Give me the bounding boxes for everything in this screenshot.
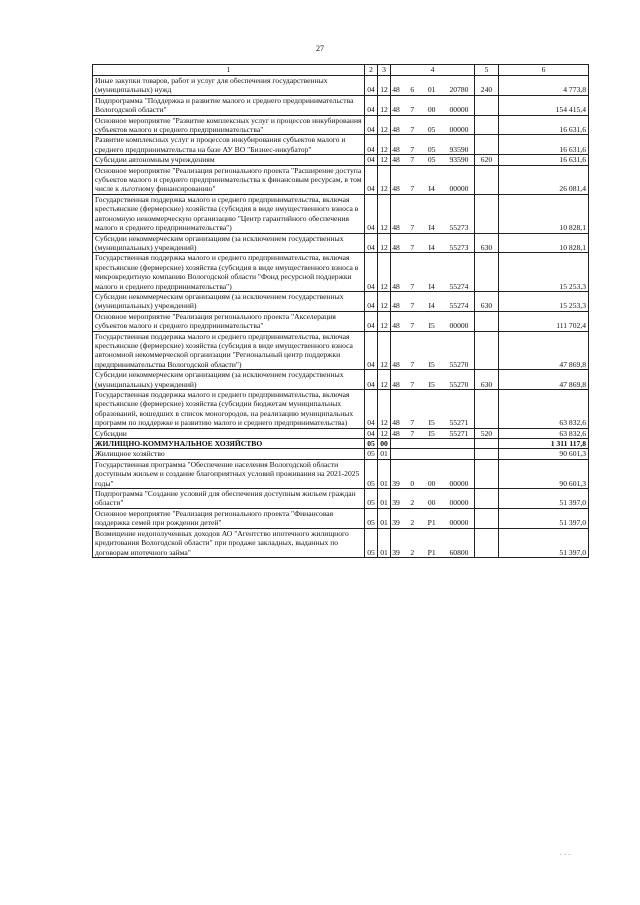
target-code xyxy=(391,380,474,389)
section-code-cell: 04 xyxy=(365,233,378,253)
target-code xyxy=(391,223,474,232)
direction-code: 55271 xyxy=(449,418,469,428)
item-name-cell: Подпрограмма "Поддержка и развитие малого и среднего предпринимательства Вологодской области" xyxy=(93,95,365,115)
item-name-cell: ЖИЛИЩНО-КОММУНАЛЬНОЕ ХОЗЯЙСТВО xyxy=(93,439,365,449)
item-name-cell: Развитие комплексных услуг и процессов инкубирования субъектов малого и среднего предпринимательства на базе АУ ВО "Бизнес-инкубатор" xyxy=(93,135,365,155)
target-code xyxy=(391,125,474,134)
subsection-code-cell: 12 xyxy=(378,370,391,390)
expense-type-cell: 630 xyxy=(475,291,499,311)
amount-cell: 63 832,6 xyxy=(499,390,589,429)
expense-type-cell: 240 xyxy=(475,76,499,96)
table-row xyxy=(93,76,589,96)
direction-code: 00000 xyxy=(449,125,469,135)
target-code xyxy=(391,145,474,154)
target-code xyxy=(391,418,474,427)
direction-code: 55270 xyxy=(449,379,469,389)
section-code-cell: 04 xyxy=(365,194,378,233)
subsection-code-cell: 12 xyxy=(378,233,391,253)
program-code: 48 xyxy=(392,85,400,95)
expense-type-cell xyxy=(475,449,499,459)
subsection-code-cell: 01 xyxy=(378,508,391,528)
event-code: 01 xyxy=(427,85,436,95)
subprogram-code: 7 xyxy=(410,144,415,154)
table-row xyxy=(93,291,589,311)
subprogram-code: 6 xyxy=(410,85,415,95)
section-code-cell: 04 xyxy=(365,76,378,96)
amount-cell: 90 601,3 xyxy=(499,459,589,488)
direction-code: 60800 xyxy=(449,547,469,557)
event-code: P1 xyxy=(427,547,436,557)
direction-code: 55273 xyxy=(449,242,469,252)
program-code: 48 xyxy=(392,155,400,165)
target-code-cell xyxy=(391,390,475,429)
subprogram-code: 0 xyxy=(410,478,415,488)
header-cell: 2 xyxy=(365,65,378,76)
target-code xyxy=(391,429,474,438)
expense-type-cell xyxy=(475,390,499,429)
subprogram-code: 7 xyxy=(410,223,415,233)
item-name-cell: Государственная поддержка малого и среднего предпринимательства, включая крестьянские (фермерские) хозяйства (субсидия в виде имущественного взноса в микрокредитную компанию Вологодской области "Фонд ресурсной поддержки малого и среднего предпринимательства") xyxy=(93,253,365,292)
table-row xyxy=(93,115,589,135)
subsection-code-cell: 01 xyxy=(378,528,391,557)
subsection-code-cell: 12 xyxy=(378,194,391,233)
target-code-cell xyxy=(391,528,475,557)
target-code xyxy=(391,518,474,527)
item-name-cell: Государственная поддержка малого и среднего предпринимательства, включая крестьянские (фермерские) хозяйства (субсидии бюджетам муниципальных образований, вошедших в список моногородов, на реализацию муниципальных программ по поддержке и развитию малого и среднего предпринимательства) xyxy=(93,390,365,429)
event-code: 05 xyxy=(427,125,436,135)
event-code: I4 xyxy=(428,301,435,311)
expense-type-cell xyxy=(475,489,499,509)
table-row xyxy=(93,253,589,292)
target-code xyxy=(391,301,474,310)
table-row xyxy=(93,508,589,528)
target-code-cell xyxy=(391,508,475,528)
section-code-cell: 04 xyxy=(365,311,378,331)
event-code: I5 xyxy=(428,359,435,369)
section-code-cell: 04 xyxy=(365,370,378,390)
target-code-cell xyxy=(391,155,475,165)
target-code-cell xyxy=(391,459,475,488)
table-row xyxy=(93,331,589,370)
expense-type-cell xyxy=(475,165,499,194)
target-code xyxy=(391,155,474,164)
table-row xyxy=(93,370,589,390)
expense-type-cell xyxy=(475,528,499,557)
event-code: I4 xyxy=(428,223,435,233)
section-code-cell: 04 xyxy=(365,331,378,370)
subprogram-code: 7 xyxy=(410,428,415,438)
direction-code: 55274 xyxy=(449,281,469,291)
program-code: 39 xyxy=(392,478,400,488)
table-row xyxy=(93,528,589,557)
subprogram-code: 2 xyxy=(410,498,415,508)
table-row xyxy=(93,135,589,155)
item-name-cell: Субсидии xyxy=(93,428,365,438)
target-code-cell xyxy=(391,489,475,509)
program-code: 39 xyxy=(392,518,400,528)
subsection-code-cell: 00 xyxy=(378,439,391,449)
table-row xyxy=(93,165,589,194)
event-code: I5 xyxy=(428,321,435,331)
direction-code: 55271 xyxy=(449,428,469,438)
item-name-cell: Подпрограмма "Создание условий для обеспечения доступным жильем граждан области" xyxy=(93,489,365,509)
section-code-cell: 05 xyxy=(365,528,378,557)
subprogram-code: 7 xyxy=(410,125,415,135)
section-code-cell: 04 xyxy=(365,95,378,115)
section-code-cell: 04 xyxy=(365,155,378,165)
expense-type-cell: 620 xyxy=(475,155,499,165)
subprogram-code: 7 xyxy=(410,281,415,291)
program-code: 48 xyxy=(392,379,400,389)
amount-cell: 47 869,8 xyxy=(499,370,589,390)
header-cell: 6 xyxy=(499,65,589,76)
page-number: 27 xyxy=(316,44,324,53)
target-code-cell xyxy=(391,233,475,253)
item-name-cell: Жилищное хозяйство xyxy=(93,449,365,459)
direction-code: 93590 xyxy=(449,144,469,154)
table-row xyxy=(93,428,589,438)
target-code-cell xyxy=(391,439,475,449)
item-name-cell: Государственная поддержка малого и среднего предпринимательства, включая крестьянские (фермерские) хозяйства (субсидия в виде имущественного взноса в автономную некоммерческую организацию "Центр гарантийного обеспечения малого и среднего предпринимательства") xyxy=(93,194,365,233)
subsection-code-cell: 12 xyxy=(378,390,391,429)
direction-code: 00000 xyxy=(449,321,469,331)
section-code-cell: 04 xyxy=(365,135,378,155)
program-code: 48 xyxy=(392,125,400,135)
amount-cell: 51 397,0 xyxy=(499,489,589,509)
amount-cell: 111 702,4 xyxy=(499,311,589,331)
program-code: 48 xyxy=(392,359,400,369)
amount-cell: 51 397,0 xyxy=(499,528,589,557)
table-row xyxy=(93,459,589,488)
direction-code: 55270 xyxy=(449,359,469,369)
direction-code: 00000 xyxy=(449,478,469,488)
event-code: 00 xyxy=(427,478,436,488)
subprogram-code: 7 xyxy=(410,301,415,311)
subprogram-code: 7 xyxy=(410,184,415,194)
subsection-code-cell: 12 xyxy=(378,76,391,96)
item-name-cell: Возмещение недополученных доходов АО "Агентство ипотечного жилищного кредитования Вологодской области" при продаже закладных, выданных по договорам ипотечного займа" xyxy=(93,528,365,557)
target-code-cell xyxy=(391,428,475,438)
expense-type-cell: 520 xyxy=(475,428,499,438)
table-row xyxy=(93,489,589,509)
item-name-cell: Государственная программа "Обеспечение населения Вологодской области доступным жильем и создание благоприятных условий проживания на 2021-2025 годы" xyxy=(93,459,365,488)
subsection-code-cell: 12 xyxy=(378,311,391,331)
subsection-code-cell: 12 xyxy=(378,331,391,370)
target-code-cell xyxy=(391,449,475,459)
header-cell: 4 xyxy=(391,65,475,76)
expense-type-cell xyxy=(475,253,499,292)
target-code xyxy=(391,243,474,252)
subprogram-code: 7 xyxy=(410,242,415,252)
amount-cell: 47 869,8 xyxy=(499,331,589,370)
target-code xyxy=(391,282,474,291)
item-name-cell: Субсидии некоммерческим организациям (за исключением государственных (муниципальных) учреждений) xyxy=(93,233,365,253)
target-code-cell xyxy=(391,331,475,370)
expense-type-cell xyxy=(475,115,499,135)
header-cell: 3 xyxy=(378,65,391,76)
expense-type-cell xyxy=(475,311,499,331)
subprogram-code: 2 xyxy=(410,518,415,528)
amount-cell: 10 828,1 xyxy=(499,194,589,233)
subprogram-code: 7 xyxy=(410,418,415,428)
event-code: 00 xyxy=(427,105,436,115)
expense-type-cell xyxy=(475,508,499,528)
amount-cell: 26 081,4 xyxy=(499,165,589,194)
item-name-cell: Иные закупки товаров, работ и услуг для обеспечения государственных (муниципальных) нужд xyxy=(93,76,365,96)
expense-type-cell xyxy=(475,459,499,488)
amount-cell: 10 828,1 xyxy=(499,233,589,253)
program-code: 48 xyxy=(392,242,400,252)
subsection-code-cell: 12 xyxy=(378,135,391,155)
section-code-cell: 05 xyxy=(365,508,378,528)
expense-type-cell xyxy=(475,194,499,233)
subsection-code-cell: 12 xyxy=(378,428,391,438)
header-cell: 5 xyxy=(475,65,499,76)
direction-code: 00000 xyxy=(449,184,469,194)
section-code-cell: 04 xyxy=(365,390,378,429)
subsection-code-cell: 12 xyxy=(378,165,391,194)
subsection-code-cell: 12 xyxy=(378,155,391,165)
table-header-row xyxy=(93,65,589,76)
program-code: 48 xyxy=(392,281,400,291)
program-code: 48 xyxy=(392,418,400,428)
program-code: 39 xyxy=(392,498,400,508)
item-name-cell: Субсидии автономным учреждениям xyxy=(93,155,365,165)
amount-cell: 16 631,6 xyxy=(499,135,589,155)
direction-code: 55274 xyxy=(449,301,469,311)
amount-cell: 4 773,8 xyxy=(499,76,589,96)
subprogram-code: 2 xyxy=(410,547,415,557)
expense-type-cell: 630 xyxy=(475,233,499,253)
expense-type-cell xyxy=(475,135,499,155)
section-code-cell: 05 xyxy=(365,489,378,509)
section-code-cell: 04 xyxy=(365,291,378,311)
budget-table xyxy=(92,64,589,558)
event-code: I4 xyxy=(428,281,435,291)
section-code-cell: 05 xyxy=(365,459,378,488)
target-code-cell xyxy=(391,135,475,155)
subsection-code-cell: 01 xyxy=(378,489,391,509)
subsection-code-cell: 01 xyxy=(378,459,391,488)
program-code: 48 xyxy=(392,321,400,331)
program-code: 48 xyxy=(392,105,400,115)
table-row xyxy=(93,194,589,233)
item-name-cell: Государственная поддержка малого и среднего предпринимательства, включая крестьянские (фермерские) хозяйства (субсидия в виде имущественного взноса автономной некоммерческой организации "Региональный центр поддержки предпринимательства Вологодской области") xyxy=(93,331,365,370)
section-code-cell: 04 xyxy=(365,165,378,194)
amount-cell: 16 631,6 xyxy=(499,155,589,165)
amount-cell: 15 253,3 xyxy=(499,253,589,292)
scan-mark: - - - xyxy=(560,850,571,858)
program-code: 48 xyxy=(392,428,400,438)
target-code-cell xyxy=(391,370,475,390)
table-row xyxy=(93,449,589,459)
event-code: 05 xyxy=(427,155,436,165)
item-name-cell: Основное мероприятие "Реализация регионального проекта "Акселерация субъектов малого и среднего предпринимательства" xyxy=(93,311,365,331)
target-code xyxy=(391,548,474,557)
table-row xyxy=(93,390,589,429)
subprogram-code: 7 xyxy=(410,105,415,115)
direction-code: 00000 xyxy=(449,105,469,115)
amount-cell: 15 253,3 xyxy=(499,291,589,311)
target-code xyxy=(391,184,474,193)
target-code xyxy=(391,479,474,488)
subsection-code-cell: 01 xyxy=(378,449,391,459)
table-row xyxy=(93,439,589,449)
event-code: 05 xyxy=(427,144,436,154)
amount-cell: 1 311 117,8 xyxy=(499,439,589,449)
target-code xyxy=(391,105,474,114)
item-name-cell: Основное мероприятие "Реализация регионального проекта "Расширение доступа субъектов малого и среднего предпринимательства к финансовым ресурсам, в том числе к льготному финансированию" xyxy=(93,165,365,194)
item-name-cell: Субсидии некоммерческим организациям (за исключением государственных (муниципальных) учреждений) xyxy=(93,291,365,311)
section-code-cell: 04 xyxy=(365,115,378,135)
target-code-cell xyxy=(391,291,475,311)
subsection-code-cell: 12 xyxy=(378,253,391,292)
header-cell: 1 xyxy=(93,65,365,76)
target-code-cell xyxy=(391,311,475,331)
program-code: 48 xyxy=(392,144,400,154)
direction-code: 20780 xyxy=(449,85,469,95)
target-code-cell xyxy=(391,76,475,96)
table-row xyxy=(93,233,589,253)
event-code: 00 xyxy=(427,498,436,508)
target-code-cell xyxy=(391,95,475,115)
target-code xyxy=(391,360,474,369)
table-row xyxy=(93,155,589,165)
table-row xyxy=(93,311,589,331)
subprogram-code: 7 xyxy=(410,321,415,331)
amount-cell: 63 832,6 xyxy=(499,428,589,438)
subprogram-code: 7 xyxy=(410,155,415,165)
target-code-cell xyxy=(391,115,475,135)
event-code: I5 xyxy=(428,428,435,438)
event-code: I4 xyxy=(428,242,435,252)
event-code: I5 xyxy=(428,418,435,428)
program-code: 48 xyxy=(392,223,400,233)
program-code: 48 xyxy=(392,184,400,194)
subprogram-code: 7 xyxy=(410,379,415,389)
expense-type-cell xyxy=(475,439,499,449)
table-row xyxy=(93,95,589,115)
event-code: P1 xyxy=(427,518,436,528)
event-code: I5 xyxy=(428,379,435,389)
section-code-cell: 05 xyxy=(365,449,378,459)
expense-type-cell: 630 xyxy=(475,370,499,390)
item-name-cell: Основное мероприятие "Реализация регионального проекта "Финансовая поддержка семей при рождении детей" xyxy=(93,508,365,528)
section-code-cell: 04 xyxy=(365,428,378,438)
section-code-cell: 04 xyxy=(365,253,378,292)
direction-code: 93590 xyxy=(449,155,469,165)
amount-cell: 90 601,3 xyxy=(499,449,589,459)
direction-code: 00000 xyxy=(449,518,469,528)
direction-code: 55273 xyxy=(449,223,469,233)
program-code: 39 xyxy=(392,547,400,557)
target-code-cell xyxy=(391,165,475,194)
item-name-cell: Субсидии некоммерческим организациям (за исключением государственных (муниципальных) учреждений) xyxy=(93,370,365,390)
expense-type-cell xyxy=(475,95,499,115)
target-code xyxy=(391,498,474,507)
subprogram-code: 7 xyxy=(410,359,415,369)
amount-cell: 154 415,4 xyxy=(499,95,589,115)
event-code: I4 xyxy=(428,184,435,194)
direction-code: 00000 xyxy=(449,498,469,508)
item-name-cell: Основное мероприятие "Развитие комплексных услуг и процессов инкубирования субъектов малого и среднего предпринимательства" xyxy=(93,115,365,135)
amount-cell: 16 631,6 xyxy=(499,115,589,135)
section-code-cell: 05 xyxy=(365,439,378,449)
target-code xyxy=(391,321,474,330)
program-code: 48 xyxy=(392,301,400,311)
subsection-code-cell: 12 xyxy=(378,291,391,311)
target-code xyxy=(391,85,474,94)
target-code-cell xyxy=(391,253,475,292)
subsection-code-cell: 12 xyxy=(378,95,391,115)
target-code-cell xyxy=(391,194,475,233)
amount-cell: 51 397,0 xyxy=(499,508,589,528)
subsection-code-cell: 12 xyxy=(378,115,391,135)
expense-type-cell xyxy=(475,331,499,370)
